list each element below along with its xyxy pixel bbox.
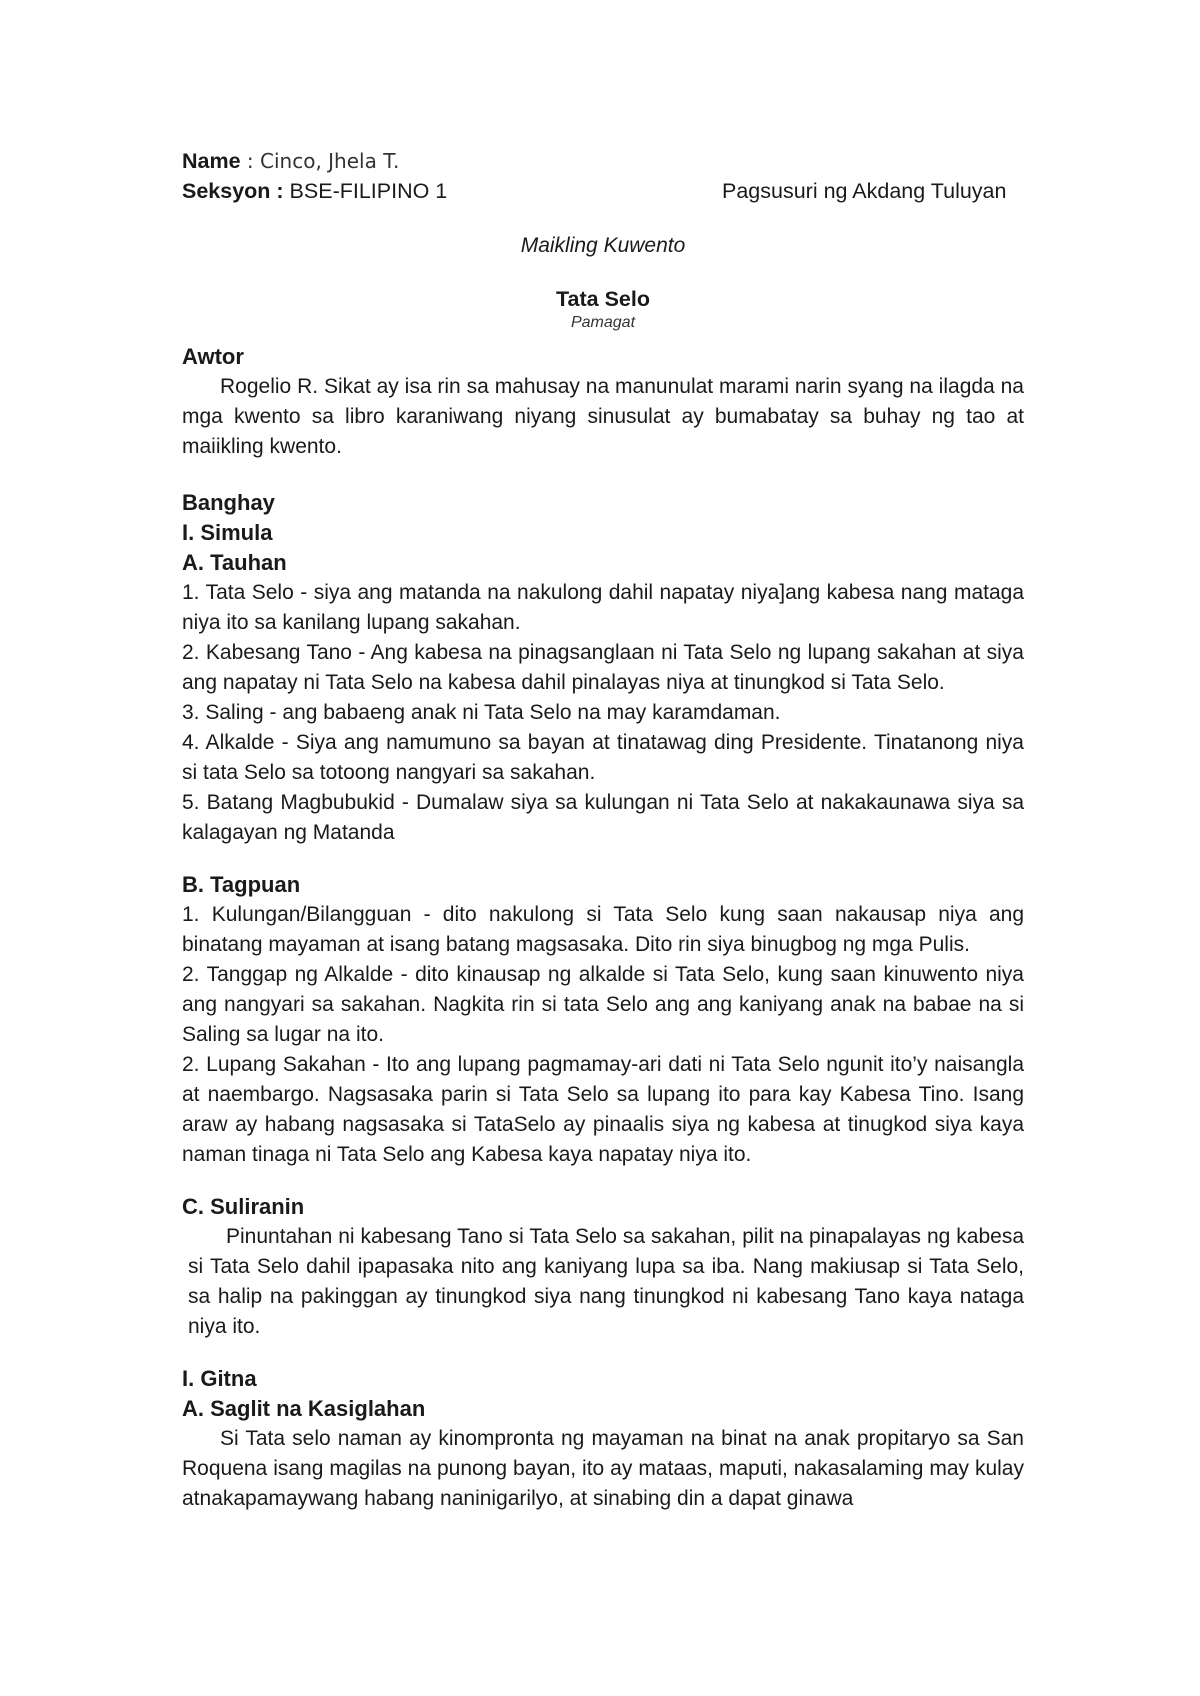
story-subtitle: Pamagat — [570, 314, 636, 331]
suliranin-heading: C. Suliranin — [182, 1194, 305, 1219]
simula-heading: I. Simula — [182, 520, 273, 545]
tauhan-item: 1. Tata Selo - siya ang matanda na nakulong dahil napatay niya]ang kabesa nang mataga niya ito sa kanilang lupang sakahan. — [182, 581, 1024, 634]
tagpuan-item: 2. Lupang Sakahan - Ito ang lupang pagmamay-ari dati ni Tata Selo ngunit ito’y naisangla at naembargo. Nagsasaka parin si Tata Selo sa lupang ito para kay Kabesa Tino. Isang araw ay habang nagsasaka si TataSelo ay pinaalis siya ng kabesa at tinugkod siya kaya naman tinaga ni Tata Selo ang Kabesa kaya napatay niya ito. — [182, 1053, 1024, 1166]
kasiglahan-paragraph: Si Tata selo naman ay kinomprontа ng mayaman na binat na anak propitaryo sa San Roquena isang magilas na punong bayan, ito ay mataas, maputi, nakasalaming may kulay atnakapamaywang habang naninigarilyo, at sinabing din a dapat ginawa — [182, 1427, 1024, 1510]
tagpuan-heading: B. Tagpuan — [182, 872, 301, 897]
document-type: Pagsusuri ng Akdang Tuluyan — [722, 179, 1007, 203]
tauhan-item: 3. Saling - ang babaeng anak ni Tata Selo na may karamdaman. — [182, 701, 781, 724]
author-paragraph: Rogelio R. Sikat ay isa rin sa mahusay na manunulat marami narin syang na ilagda na mga kwento sa libro karaniwang niyang sinusulat ay bumabatay sa buhay ng tao at maiikling kwento. — [182, 375, 1024, 458]
document-content — [182, 146, 1024, 1514]
student-name: Cinco, Jhela T. — [260, 149, 400, 173]
genre-label: Maikling Kuwento — [520, 234, 686, 257]
tauhan-item: 4. Alkalde - Siya ang namumuno sa bayan at tinatawag ding Presidente. Tinatanong niya si tata Selo sa totoong nangyari sa sakahan. — [182, 731, 1024, 784]
tauhan-item: 2. Kabesang Tano - Ang kabesa na pinagsanglaan ni Tata Selo ng lupang sakahan at siya ang napatay ni Tata Selo na kabesa dahil pinalayas niya at tinungkod si Tata Selo. — [182, 641, 1024, 694]
banghay-heading: Banghay — [182, 490, 275, 515]
tauhan-heading: A. Tauhan — [182, 550, 287, 575]
section-value: BSE-FILIPINO 1 — [283, 179, 448, 203]
name-separator: : — [240, 149, 261, 173]
tagpuan-item: 2. Tanggap ng Alkalde - dito kinausap ng alkalde si Tata Selo, kung saan kinuwento niya ang nangyari sa sakahan. Nagkita rin si tata Selo ang ang kaniyang anak na babae na si Saling sa lugar na ito. — [182, 963, 1024, 1046]
name-row — [182, 146, 1024, 176]
story-title: Tata Selo — [556, 287, 650, 311]
kasiglahan-heading: A. Saglit na Kasiglahan — [182, 1396, 426, 1421]
name-label: Name — [182, 149, 241, 173]
section-label: Seksyon : — [182, 179, 284, 203]
tagpuan-item: 1. Kulungan/Bilangguan - dito nakulong si Tata Selo kung saan nakausap niya ang binatang mayaman at isang batang magsasaka. Dito rin siya binugbog ng mga Pulis. — [182, 903, 1024, 956]
tauhan-item: 5. Batang Magbubukid - Dumalaw siya sa kulungan ni Tata Selo at nakakaunawa siya sa kalagayan ng Matanda — [182, 791, 1024, 844]
author-heading: Awtor — [182, 344, 244, 369]
suliranin-paragraph: Pinuntahan ni kabesang Tano si Tata Selo sa sakahan, pilit na pinapalayas ng kabesa si Tata Selo dahil ipapasaka nito ang kaniyang lupa sa iba. Nang makiusap si Tata Selo, sa halip na pakinggan ay tinungkod siya nang tinungkod ni kabesang Tano kaya nataga niya ito. — [188, 1225, 1024, 1338]
section-row — [182, 176, 1024, 206]
gitna-heading: I. Gitna — [182, 1366, 257, 1391]
